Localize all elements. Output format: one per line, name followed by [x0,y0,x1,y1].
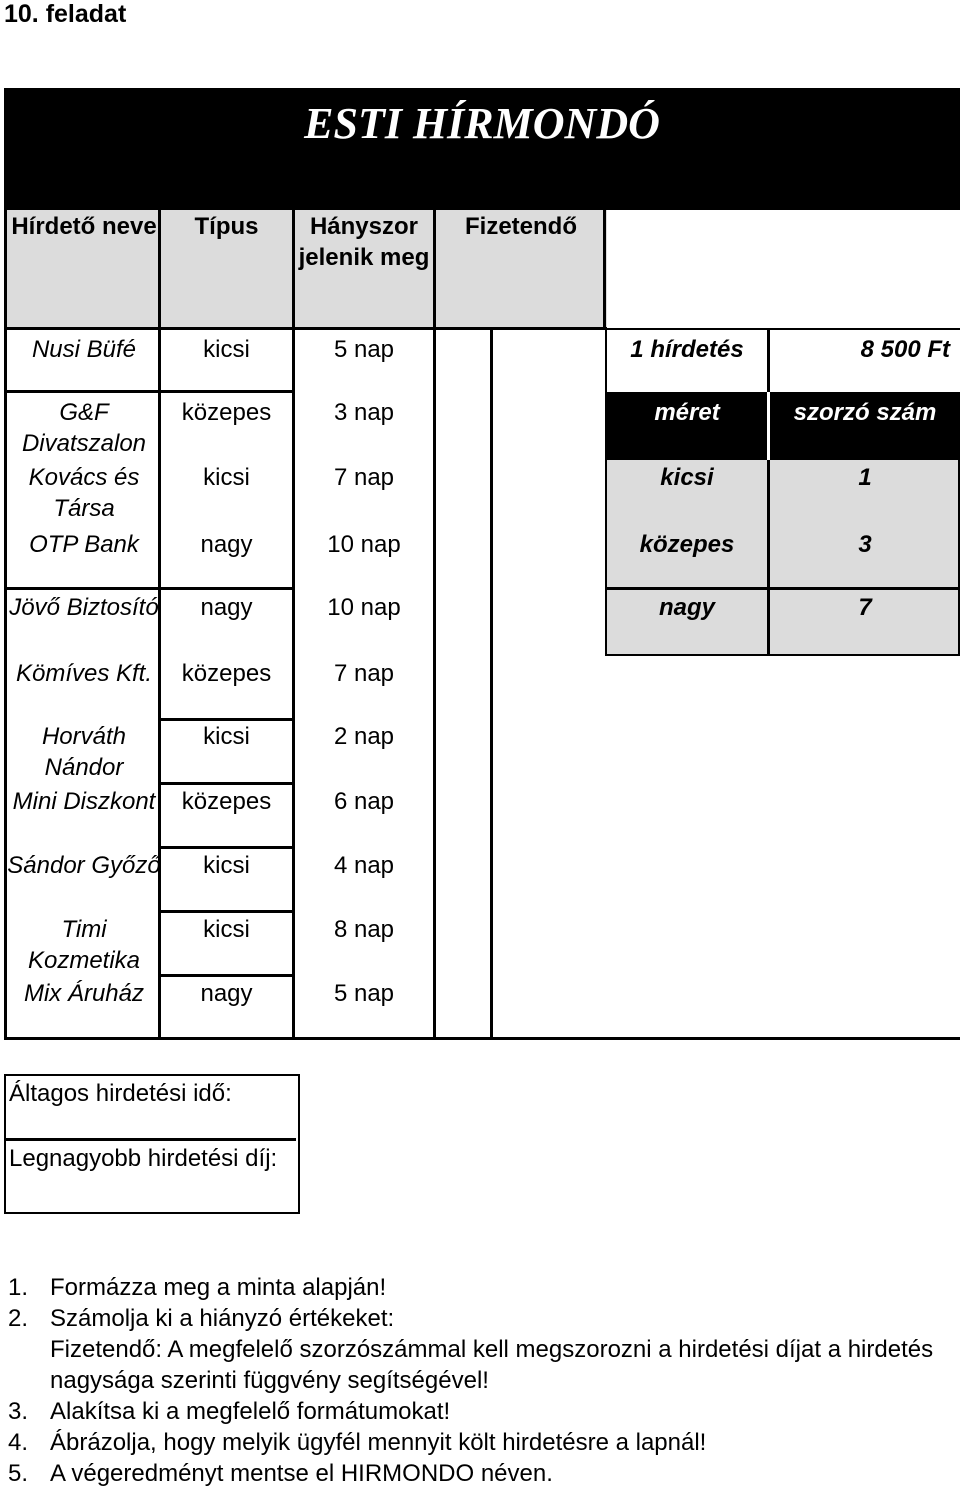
advertiser-name: Kovács és Társa [28,464,140,522]
instruction-item [8,1334,958,1396]
column-header-times: Hányszor jelenik meg [298,213,430,271]
advertiser-name: Mini Diszkont [12,788,156,815]
instruction-number: 4. [8,1429,29,1456]
instruction-item [8,1272,958,1303]
instructions-list [8,1272,958,1489]
ad-times: 4 nap [333,852,395,879]
ad-times: 6 nap [333,788,395,815]
instruction-number [8,1334,50,1396]
grid-line [7,390,160,393]
ad-times: 7 nap [333,464,395,491]
price-label: 1 hírdetés [630,336,744,363]
ad-type: közepes [181,399,272,426]
ad-times: 5 nap [333,336,395,363]
ad-type: nagy [200,531,253,558]
grid-line [490,330,493,1040]
grid-line [603,210,606,330]
grid-line [7,327,607,330]
multiplier-header-factor: szorzó szám [793,399,937,426]
instruction-number: 2. [8,1305,29,1332]
max-fee-label: Legnagyobb hirdetési díj: [9,1145,278,1172]
instruction-number: 1. [8,1274,29,1301]
grid-line [7,587,160,590]
ad-times: 2 nap [333,723,395,750]
advertiser-name: Timi Kozmetika [27,916,141,974]
multiplier-factor: 1 [858,464,872,491]
ad-type: kicsi [203,464,250,491]
advertiser-name: Jövő Biztosító [9,594,159,621]
column-header-advertiser: Hírdető neve [11,213,157,240]
instruction-text: Ábrázolja, hogy melyik ügyfél mennyit költ hirdetésre a lapnál! [50,1429,707,1456]
advertiser-name: Horváth Nándor [41,723,127,781]
advertiser-name: OTP Bank [29,531,139,558]
ad-type: nagy [200,980,253,1007]
instruction-item [8,1458,958,1489]
ad-type: nagy [200,594,253,621]
ad-times: 7 nap [333,660,395,687]
average-time-label: Áltagos hirdetési idő: [9,1080,232,1107]
ad-times: 10 nap [327,594,401,621]
multiplier-size: nagy [658,594,715,621]
advertiser-name: Nusi Büfé [31,336,137,363]
multiplier-header-size: méret [654,399,720,426]
grid-line [433,210,436,1040]
grid-line [158,910,293,913]
instruction-number: 3. [8,1398,29,1425]
instruction-text: Fizetendő: A megfelelő szorzószámmal kell megszorozni a hirdetési díjat a hirdetés nagysága szerinti függvény segítségével! [50,1336,934,1394]
ad-times: 8 nap [333,916,395,943]
grid-line [4,1138,296,1141]
ad-type: közepes [181,788,272,815]
instruction-item [8,1396,958,1427]
ad-type: közepes [181,660,272,687]
grid-line [158,782,293,785]
instruction-text: A végeredményt mentse el HIRMONDO néven. [50,1460,553,1487]
instruction-item [8,1303,958,1334]
instruction-number: 5. [8,1460,29,1487]
column-header-type: Típus [194,213,259,240]
ad-type: kicsi [203,336,250,363]
ad-type: kicsi [203,916,250,943]
instruction-text: Számolja ki a hiányzó értékeket: [50,1305,395,1332]
multiplier-factor: 3 [858,531,872,558]
advertiser-name: Sándor Győző [7,852,161,879]
grid-line [158,974,293,977]
header-row-blank [607,210,960,328]
multiplier-size: kicsi [660,464,714,491]
advertiser-name: Kömíves Kft. [15,660,153,687]
column-header-payable: Fizetendő [465,213,577,240]
sheet-title: ESTI HÍRMONDÓ [304,99,660,148]
advertiser-name: Mix Áruház [23,980,145,1007]
ad-times: 5 nap [333,980,395,1007]
grid-line [158,390,293,393]
price-value: 8 500 Ft [860,336,950,363]
grid-line [605,587,960,590]
multiplier-factor: 7 [858,594,872,621]
advertiser-name: G&F Divatszalon [21,399,147,457]
page-heading: 10. feladat [4,0,127,28]
ad-type: kicsi [203,852,250,879]
ad-times: 3 nap [333,399,395,426]
instruction-item [8,1427,958,1458]
multiplier-size: közepes [639,531,735,558]
instruction-text: Formázza meg a minta alapján! [50,1274,387,1301]
instruction-text: Alakítsa ki a megfelelő formátumokat! [50,1398,451,1425]
ad-times: 10 nap [327,531,401,558]
grid-line [158,587,293,590]
ad-type: kicsi [203,723,250,750]
grid-line [158,846,293,849]
